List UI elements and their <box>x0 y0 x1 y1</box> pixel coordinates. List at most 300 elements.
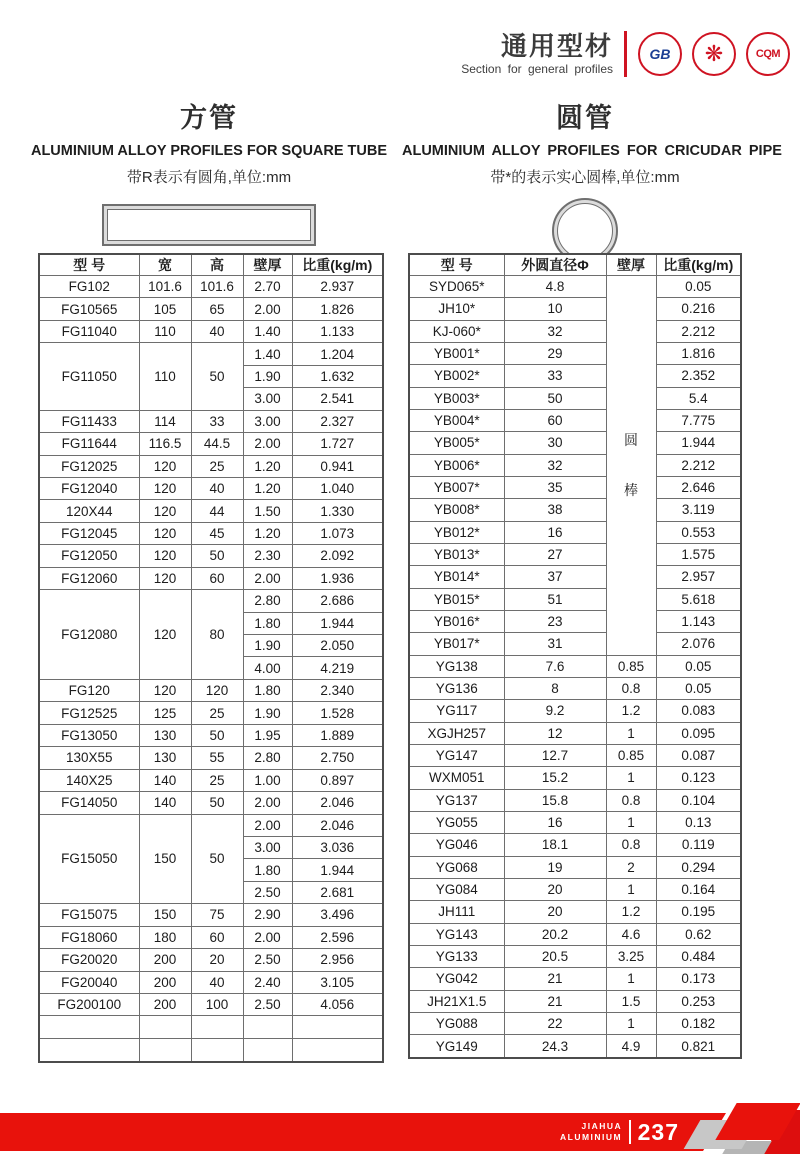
weight-cell: 2.681 <box>292 881 383 903</box>
model-cell: FG11050 <box>39 343 139 410</box>
diameter-cell: 29 <box>504 342 606 364</box>
thickness-cell: 1 <box>606 722 656 744</box>
table-row <box>39 298 383 320</box>
model-cell: JH10* <box>409 298 504 320</box>
height-cell: 33 <box>191 410 243 432</box>
table-row <box>409 878 741 900</box>
weight-cell: 0.941 <box>292 455 383 477</box>
diameter-cell: 20.5 <box>504 945 606 967</box>
height-cell: 60 <box>191 926 243 948</box>
square-tube-profile-inner <box>107 209 311 241</box>
height-cell: 25 <box>191 702 243 724</box>
thickness-cell: 1 <box>606 811 656 833</box>
table-row <box>39 320 383 342</box>
diameter-cell: 24.3 <box>504 1035 606 1058</box>
diameter-cell: 21 <box>504 990 606 1012</box>
model-cell: YG136 <box>409 677 504 699</box>
circular-pipe-table <box>408 253 742 1059</box>
diameter-cell: 18.1 <box>504 834 606 856</box>
thickness-cell: 1.95 <box>243 724 292 746</box>
table-row <box>409 744 741 766</box>
weight-cell: 2.352 <box>656 365 741 387</box>
model-cell: YG143 <box>409 923 504 945</box>
model-cell: YB015* <box>409 588 504 610</box>
table-row <box>409 566 741 588</box>
page-number: 237 <box>637 1118 680 1145</box>
model-cell: YG084 <box>409 878 504 900</box>
square-tube-subtitle: ALUMINIUM ALLOY PROFILES FOR SQUARE TUBE <box>30 143 388 159</box>
table-row <box>39 724 383 746</box>
thickness-cell: 1 <box>606 878 656 900</box>
weight-cell: 2.092 <box>292 545 383 567</box>
table-row <box>409 610 741 632</box>
table-row <box>409 499 741 521</box>
table-row <box>409 276 741 298</box>
width-cell: 140 <box>139 769 191 791</box>
height-cell: 65 <box>191 298 243 320</box>
model-cell: YG117 <box>409 700 504 722</box>
model-cell: FG13050 <box>39 724 139 746</box>
width-cell: 105 <box>139 298 191 320</box>
diameter-cell: 19 <box>504 856 606 878</box>
diameter-cell: 23 <box>504 610 606 632</box>
weight-cell: 4.056 <box>292 994 383 1016</box>
table-row <box>39 477 383 499</box>
weight-cell: 2.541 <box>292 388 383 410</box>
table-row <box>39 590 383 612</box>
model-cell: FG12080 <box>39 590 139 680</box>
thickness-cell: 1.20 <box>243 455 292 477</box>
width-cell: 114 <box>139 410 191 432</box>
model-cell: YB017* <box>409 633 504 655</box>
weight-cell: 1.133 <box>292 320 383 342</box>
weight-cell: 0.104 <box>656 789 741 811</box>
weight-cell: 1.944 <box>292 612 383 634</box>
model-cell: YG133 <box>409 945 504 967</box>
table-row <box>39 433 383 455</box>
height-cell: 80 <box>191 590 243 680</box>
model-cell: FG12040 <box>39 477 139 499</box>
weight-cell: 0.62 <box>656 923 741 945</box>
weight-cell: 0.095 <box>656 722 741 744</box>
weight-cell: 3.105 <box>292 971 383 993</box>
column-header-1: 宽 <box>139 254 191 276</box>
model-cell: FG18060 <box>39 926 139 948</box>
table-row <box>409 365 741 387</box>
model-cell: 140X25 <box>39 769 139 791</box>
header-row <box>39 254 383 276</box>
circular-pipe-table-body <box>409 276 741 1059</box>
height-cell: 75 <box>191 904 243 926</box>
table-row <box>39 994 383 1016</box>
width-cell: 101.6 <box>139 276 191 298</box>
table-row <box>409 968 741 990</box>
thickness-cell: 2.80 <box>243 590 292 612</box>
width-cell: 120 <box>139 567 191 589</box>
model-cell: FG12025 <box>39 455 139 477</box>
width-cell: 120 <box>139 590 191 680</box>
table-row <box>39 679 383 701</box>
table-row <box>409 677 741 699</box>
model-cell: FG12045 <box>39 522 139 544</box>
weight-cell: 2.686 <box>292 590 383 612</box>
table-row <box>409 521 741 543</box>
model-cell: YB003* <box>409 387 504 409</box>
model-cell: FG20040 <box>39 971 139 993</box>
table-row <box>39 343 383 365</box>
diameter-cell: 15.2 <box>504 767 606 789</box>
table-row <box>39 455 383 477</box>
weight-cell: 1.936 <box>292 567 383 589</box>
height-cell: 25 <box>191 455 243 477</box>
weight-cell: 0.821 <box>656 1035 741 1058</box>
weight-cell: 3.036 <box>292 836 383 858</box>
height-cell: 60 <box>191 567 243 589</box>
diameter-cell: 20.2 <box>504 923 606 945</box>
model-cell: YG088 <box>409 1012 504 1034</box>
rod-label-cell <box>606 276 656 656</box>
weight-cell: 0.05 <box>656 677 741 699</box>
empty-cell <box>39 1038 139 1062</box>
table-row <box>409 342 741 364</box>
weight-cell: 2.646 <box>656 476 741 498</box>
model-cell: SYD065* <box>409 276 504 298</box>
column-header-0: 型 号 <box>409 254 504 276</box>
table-row <box>409 700 741 722</box>
table-row <box>409 387 741 409</box>
diameter-cell: 12.7 <box>504 744 606 766</box>
table-row <box>409 990 741 1012</box>
model-cell: FG20020 <box>39 949 139 971</box>
height-cell: 50 <box>191 545 243 567</box>
square-tube-note: 带R表示有圆角,单位:mm <box>126 169 292 186</box>
weight-cell: 1.040 <box>292 477 383 499</box>
model-cell: FG200100 <box>39 994 139 1016</box>
width-cell: 150 <box>139 904 191 926</box>
diameter-cell: 20 <box>504 878 606 900</box>
weight-cell: 1.826 <box>292 298 383 320</box>
weight-cell: 0.164 <box>656 878 741 900</box>
diameter-cell: 51 <box>504 588 606 610</box>
rod-label <box>609 430 654 500</box>
gb-cert-logo-text: GB <box>649 46 671 62</box>
model-cell: YB016* <box>409 610 504 632</box>
thickness-cell: 4.00 <box>243 657 292 679</box>
weight-cell: 2.076 <box>656 633 741 655</box>
model-cell: YG046 <box>409 834 504 856</box>
empty-cell <box>292 1038 383 1062</box>
model-cell: YB002* <box>409 365 504 387</box>
square-tube-table <box>38 253 384 1063</box>
weight-cell: 2.046 <box>292 792 383 814</box>
empty-row <box>39 1016 383 1038</box>
weight-cell: 1.575 <box>656 543 741 565</box>
table-row <box>409 298 741 320</box>
empty-cell <box>191 1038 243 1062</box>
height-cell: 40 <box>191 477 243 499</box>
model-cell: YB012* <box>409 521 504 543</box>
weight-cell: 3.496 <box>292 904 383 926</box>
weight-cell: 1.073 <box>292 522 383 544</box>
weight-cell: 0.05 <box>656 655 741 677</box>
square-tube-section <box>30 96 388 246</box>
header-title-en: Section for general profiles <box>461 61 613 76</box>
table-row <box>39 276 383 298</box>
thickness-cell: 1.80 <box>243 612 292 634</box>
table-row <box>409 432 741 454</box>
rod-label-char: 圆 <box>624 432 638 449</box>
height-cell: 50 <box>191 724 243 746</box>
diameter-cell: 35 <box>504 476 606 498</box>
model-cell: YG055 <box>409 811 504 833</box>
weight-cell: 0.13 <box>656 811 741 833</box>
thickness-cell: 1.40 <box>243 343 292 365</box>
column-header-2: 高 <box>191 254 243 276</box>
empty-cell <box>139 1016 191 1038</box>
width-cell: 120 <box>139 679 191 701</box>
height-cell: 25 <box>191 769 243 791</box>
column-header-0: 型 号 <box>39 254 139 276</box>
diameter-cell: 7.6 <box>504 655 606 677</box>
weight-cell: 0.294 <box>656 856 741 878</box>
table-row <box>409 1035 741 1058</box>
model-cell: YB007* <box>409 476 504 498</box>
model-cell: 120X44 <box>39 500 139 522</box>
footer-brand-line1: JIAHUA <box>581 1121 623 1132</box>
square-tube-table-body <box>39 276 383 1063</box>
square-tube-title: 方管 <box>180 103 238 133</box>
weight-cell: 0.123 <box>656 767 741 789</box>
diameter-cell: 22 <box>504 1012 606 1034</box>
height-cell: 44 <box>191 500 243 522</box>
model-cell: FG11644 <box>39 433 139 455</box>
weight-cell: 0.083 <box>656 700 741 722</box>
header-title-block <box>461 30 613 76</box>
model-cell: FG12060 <box>39 567 139 589</box>
thickness-cell: 1.2 <box>606 901 656 923</box>
thickness-cell: 3.25 <box>606 945 656 967</box>
table-row <box>39 702 383 724</box>
weight-cell: 1.528 <box>292 702 383 724</box>
model-cell: 130X55 <box>39 747 139 769</box>
weight-cell: 2.327 <box>292 410 383 432</box>
table-row <box>409 722 741 744</box>
width-cell: 120 <box>139 545 191 567</box>
height-cell: 120 <box>191 679 243 701</box>
weight-cell: 1.944 <box>292 859 383 881</box>
width-cell: 120 <box>139 500 191 522</box>
width-cell: 130 <box>139 724 191 746</box>
width-cell: 120 <box>139 477 191 499</box>
weight-cell: 0.553 <box>656 521 741 543</box>
weight-cell: 2.937 <box>292 276 383 298</box>
weight-cell: 2.957 <box>656 566 741 588</box>
width-cell: 200 <box>139 949 191 971</box>
weight-cell: 0.897 <box>292 769 383 791</box>
table-row <box>39 522 383 544</box>
table-row <box>409 633 741 655</box>
model-cell: YB001* <box>409 342 504 364</box>
weight-cell: 5.618 <box>656 588 741 610</box>
weight-cell: 1.816 <box>656 342 741 364</box>
weight-cell: 2.750 <box>292 747 383 769</box>
diameter-cell: 20 <box>504 901 606 923</box>
thickness-cell: 1 <box>606 968 656 990</box>
diameter-cell: 50 <box>504 387 606 409</box>
thickness-cell: 1.5 <box>606 990 656 1012</box>
column-header-3: 壁厚 <box>243 254 292 276</box>
thickness-cell: 2.50 <box>243 881 292 903</box>
model-cell: YB008* <box>409 499 504 521</box>
table-row <box>39 949 383 971</box>
height-cell: 45 <box>191 522 243 544</box>
column-header-3: 比重(kg/m) <box>656 254 741 276</box>
footer-separator <box>629 1120 631 1144</box>
table-row <box>39 814 383 836</box>
width-cell: 180 <box>139 926 191 948</box>
model-cell: YG149 <box>409 1035 504 1058</box>
square-tube-profile-diagram <box>102 204 316 246</box>
weight-cell: 0.087 <box>656 744 741 766</box>
height-cell: 40 <box>191 320 243 342</box>
weight-cell: 0.119 <box>656 834 741 856</box>
table-row <box>39 545 383 567</box>
thickness-cell: 2.50 <box>243 949 292 971</box>
column-header-1: 外圆直径Φ <box>504 254 606 276</box>
table-row <box>409 476 741 498</box>
height-cell: 100 <box>191 994 243 1016</box>
empty-cell <box>191 1016 243 1038</box>
thickness-cell: 2.00 <box>243 433 292 455</box>
diameter-cell: 32 <box>504 454 606 476</box>
circular-pipe-table-head <box>409 254 741 276</box>
circular-pipe-profile-inner <box>557 203 613 259</box>
diameter-cell: 60 <box>504 409 606 431</box>
model-cell: YB005* <box>409 432 504 454</box>
weight-cell: 2.046 <box>292 814 383 836</box>
weight-cell: 2.596 <box>292 926 383 948</box>
model-cell: JH111 <box>409 901 504 923</box>
footer-content <box>560 1113 679 1151</box>
diameter-cell: 27 <box>504 543 606 565</box>
diameter-cell: 15.8 <box>504 789 606 811</box>
width-cell: 116.5 <box>139 433 191 455</box>
thickness-cell: 1.00 <box>243 769 292 791</box>
table-row <box>409 588 741 610</box>
weight-cell: 0.173 <box>656 968 741 990</box>
empty-cell <box>243 1038 292 1062</box>
thickness-cell: 2.90 <box>243 904 292 926</box>
thickness-cell: 1.50 <box>243 500 292 522</box>
circular-pipe-subtitle: ALUMINIUM ALLOY PROFILES FOR CRICUDAR PIPE <box>402 143 782 159</box>
thickness-cell: 1.80 <box>243 859 292 881</box>
thickness-cell: 1.20 <box>243 477 292 499</box>
table-row <box>409 1012 741 1034</box>
weight-cell: 5.4 <box>656 387 741 409</box>
model-cell: YG042 <box>409 968 504 990</box>
model-cell: JH21X1.5 <box>409 990 504 1012</box>
footer-brand-line2: ALUMINIUM <box>560 1132 623 1142</box>
diameter-cell: 33 <box>504 365 606 387</box>
table-row <box>39 747 383 769</box>
square-tube-table-head <box>39 254 383 276</box>
weight-cell: 1.889 <box>292 724 383 746</box>
empty-row <box>39 1038 383 1062</box>
thickness-cell: 2 <box>606 856 656 878</box>
diameter-cell: 10 <box>504 298 606 320</box>
thickness-cell: 4.6 <box>606 923 656 945</box>
model-cell: XGJH257 <box>409 722 504 744</box>
thickness-cell: 2.30 <box>243 545 292 567</box>
table-row <box>39 500 383 522</box>
footer-brand <box>560 1121 622 1142</box>
column-header-4: 比重(kg/m) <box>292 254 383 276</box>
empty-cell <box>243 1016 292 1038</box>
thickness-cell: 1.40 <box>243 320 292 342</box>
circular-pipe-title: 圆管 <box>556 103 614 133</box>
table-row <box>39 971 383 993</box>
table-row <box>39 567 383 589</box>
model-cell: YB004* <box>409 409 504 431</box>
height-cell: 55 <box>191 747 243 769</box>
width-cell: 200 <box>139 994 191 1016</box>
flower-cert-logo-glyph: ❋ <box>704 41 724 66</box>
table-row <box>39 410 383 432</box>
circular-pipe-note: 带*的表示实心圆棒,单位:mm <box>490 169 680 186</box>
thickness-cell: 0.8 <box>606 789 656 811</box>
model-cell: YG138 <box>409 655 504 677</box>
certification-logos <box>638 32 790 76</box>
model-cell: YG137 <box>409 789 504 811</box>
table-row <box>409 923 741 945</box>
weight-cell: 1.330 <box>292 500 383 522</box>
weight-cell: 0.182 <box>656 1012 741 1034</box>
model-cell: FG120 <box>39 679 139 701</box>
weight-cell: 0.195 <box>656 901 741 923</box>
model-cell: WXM051 <box>409 767 504 789</box>
model-cell: FG15075 <box>39 904 139 926</box>
cqm-cert-logo-icon <box>746 32 790 76</box>
gb-cert-logo-icon <box>638 32 682 76</box>
weight-cell: 2.340 <box>292 679 383 701</box>
thickness-cell: 2.80 <box>243 747 292 769</box>
diameter-cell: 12 <box>504 722 606 744</box>
circular-pipe-section <box>402 96 782 264</box>
thickness-cell: 2.00 <box>243 792 292 814</box>
weight-cell: 0.216 <box>656 298 741 320</box>
width-cell: 110 <box>139 320 191 342</box>
diameter-cell: 31 <box>504 633 606 655</box>
diameter-cell: 4.8 <box>504 276 606 298</box>
width-cell: 140 <box>139 792 191 814</box>
thickness-cell: 1.80 <box>243 679 292 701</box>
table-row <box>409 945 741 967</box>
model-cell: YB013* <box>409 543 504 565</box>
width-cell: 200 <box>139 971 191 993</box>
table-row <box>409 789 741 811</box>
width-cell: 125 <box>139 702 191 724</box>
width-cell: 120 <box>139 455 191 477</box>
thickness-cell: 3.00 <box>243 836 292 858</box>
diameter-cell: 21 <box>504 968 606 990</box>
diameter-cell: 16 <box>504 811 606 833</box>
weight-cell: 1.204 <box>292 343 383 365</box>
table-row <box>409 856 741 878</box>
weight-cell: 1.727 <box>292 433 383 455</box>
diameter-cell: 32 <box>504 320 606 342</box>
table-row <box>409 901 741 923</box>
header-divider <box>624 31 627 77</box>
